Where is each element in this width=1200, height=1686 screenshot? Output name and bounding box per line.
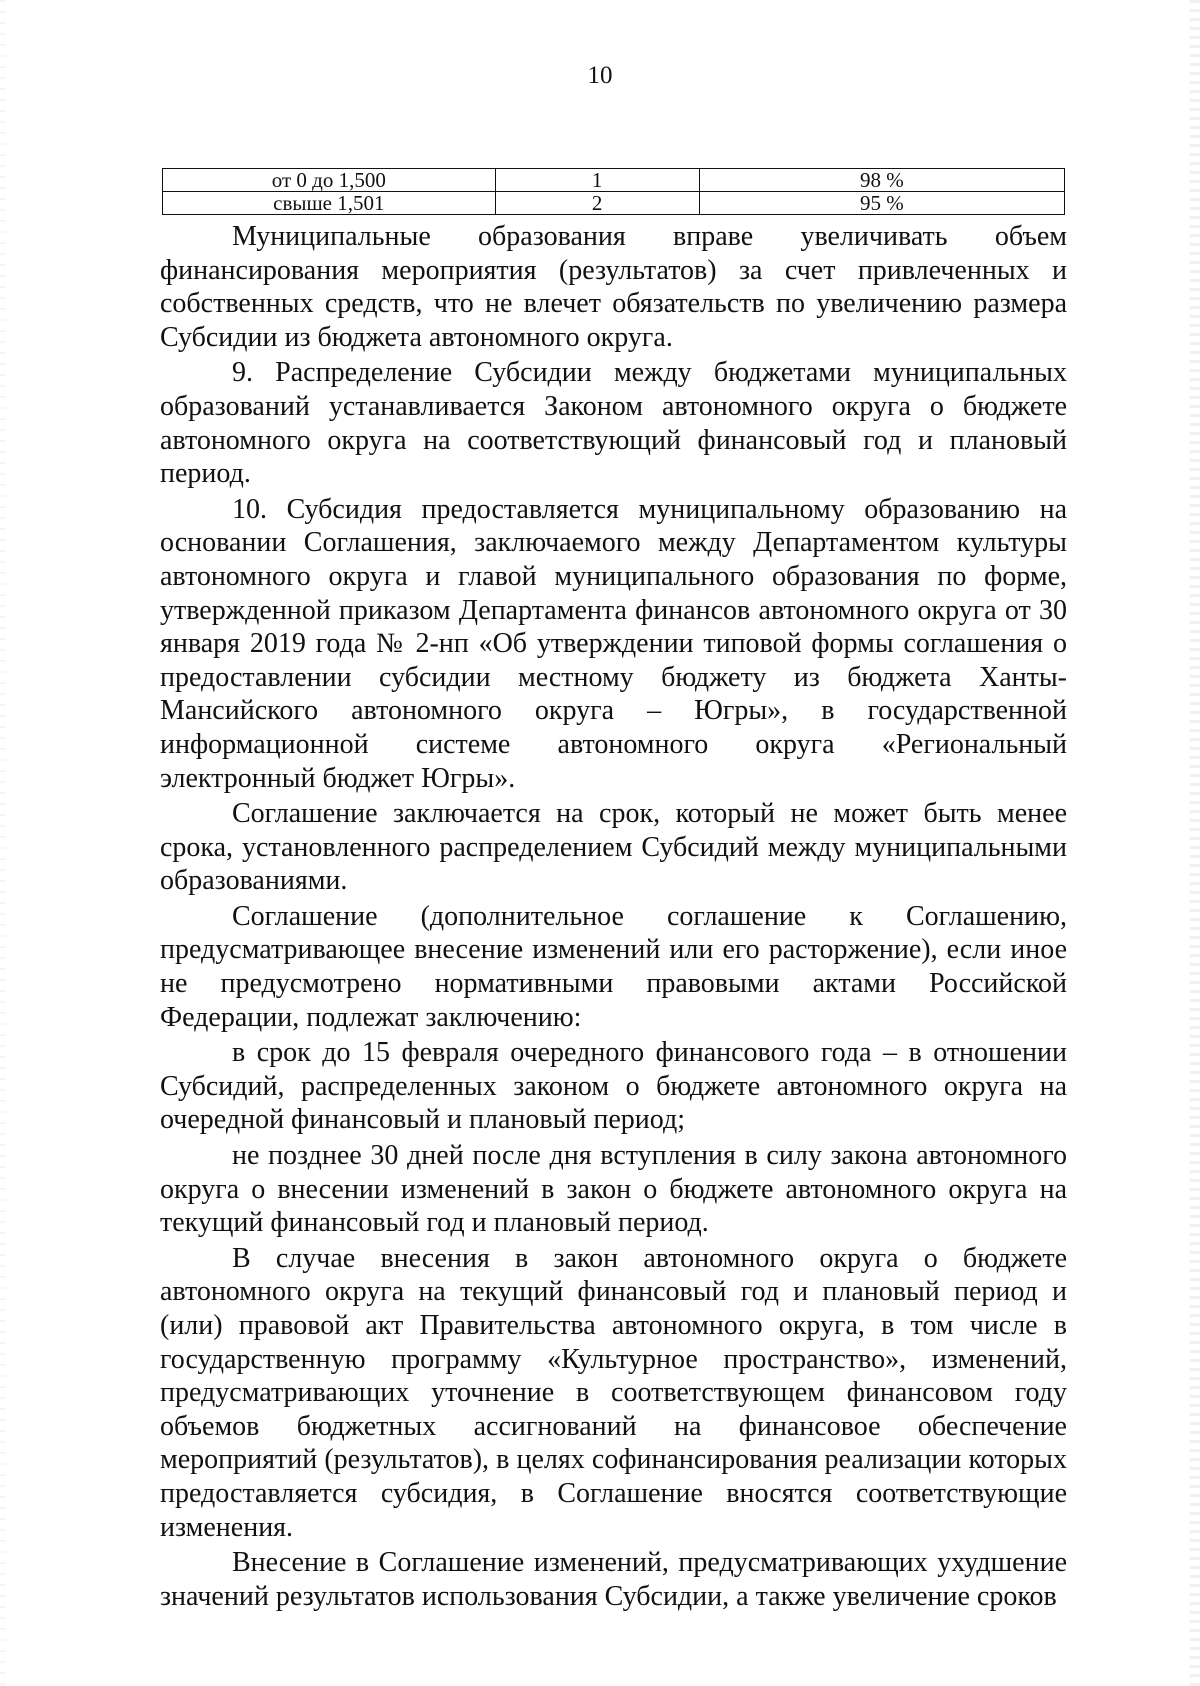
table-cell-group: 2: [495, 192, 699, 215]
table-cell-percent: 95 %: [699, 192, 1064, 215]
table-cell-range: от 0 до 1,500: [163, 169, 496, 192]
paragraph: Муниципальные образования вправе увеличивать объем финансирования мероприятия (результатов) за счет привлеченных и собственных средств, что не влечет обязательств по увеличению размера Субсидии из бюджета автономного округа.: [160, 221, 1067, 353]
table-cell-group: 1: [495, 169, 699, 192]
page-number: 10: [587, 62, 613, 89]
document-body: [160, 220, 1067, 1615]
paragraph: 10. Субсидия предоставляется муниципальному образованию на основании Соглашения, заключаемого между Департаментом культуры автономного округа и главой муниципального образования по форме, утвержденной приказом Департамента финансов автономного округа от 30 января 2019 года № 2-нп «Об утверждении типовой формы соглашения о предоставлении субсидии местному бюджету из бюджета Ханты-Мансийского автономного округа – Югры», в государственной информационной системе автономного округа «Региональный электронный бюджет Югры».: [160, 493, 1067, 794]
paragraph: 9. Распределение Субсидии между бюджетами муниципальных образований устанавливается Законом автономного округа о бюджете автономного округа на соответствующий финансовый год и плановый период.: [160, 357, 1067, 490]
table-cell-range: свыше 1,501: [163, 192, 496, 215]
coefficient-table: [162, 168, 1065, 215]
scan-edge-right: [1190, 0, 1200, 1686]
paragraph: в срок до 15 февраля очередного финансового года – в отношении Субсидий, распределенных законом о бюджете автономного округа на очередной финансовый и плановый период;: [160, 1037, 1067, 1136]
paragraph: Соглашение (дополнительное соглашение к Соглашению, предусматривающее внесение изменений или его расторжение), если иное не предусмотрено нормативными правовыми актами Российской Федерации, подлежат заключению:: [160, 900, 1067, 1033]
paragraph: не позднее 30 дней после дня вступления в силу закона автономного округа о внесении изменений в закон о бюджете автономного округа на текущий финансовый год и плановый период.: [160, 1140, 1067, 1239]
scan-edge-left: [0, 0, 6, 1686]
paragraph: В случае внесения в закон автономного округа о бюджете автономного округа на текущий финансовый год и плановый период и (или) правовой акт Правительства автономного округа, в том числе в государственную программу «Культурное пространство», изменений, предусматривающих уточнение в соответствующем финансовом году объемов бюджетных ассигнований на финансовое обеспечение мероприятий (результатов), в целях софинансирования реализации которых предоставляется субсидия, в Соглашение вносятся соответствующие изменения.: [160, 1242, 1067, 1543]
table-cell-percent: 98 %: [699, 169, 1064, 192]
table-row: [163, 169, 1065, 192]
paragraph: Внесение в Соглашение изменений, предусматривающих ухудшение значений результатов использования Субсидии, а также увеличение сроков: [160, 1547, 1067, 1612]
paragraph: Соглашение заключается на срок, который не может быть менее срока, установленного распределением Субсидий между муниципальными образованиями.: [160, 798, 1067, 897]
table-row: [163, 192, 1065, 215]
